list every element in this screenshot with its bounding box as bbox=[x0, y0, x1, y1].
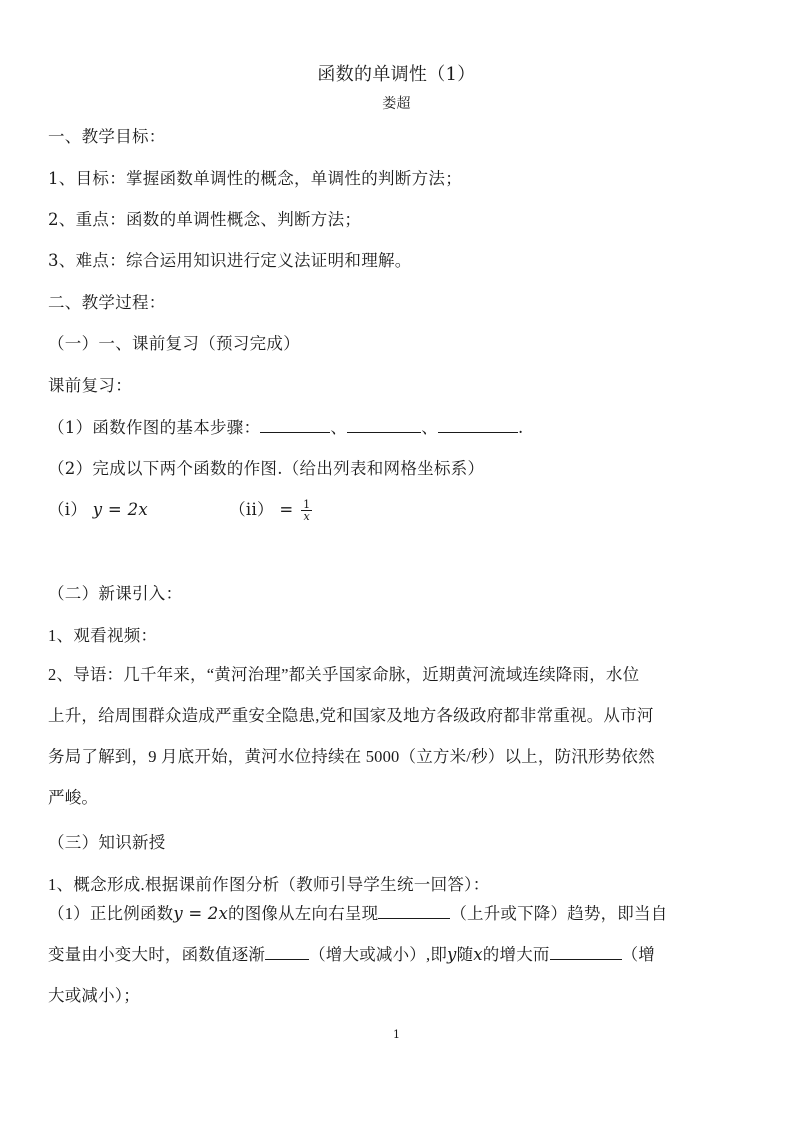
paragraph-line: 大或减小）； bbox=[48, 986, 140, 1005]
objective-item: 2、重点：函数的单调性概念、判断方法； bbox=[48, 210, 362, 229]
answer-blank[interactable] bbox=[378, 904, 450, 919]
section-heading-objectives: 一、教学目标： bbox=[48, 127, 166, 146]
fraction-denominator: x bbox=[303, 510, 310, 523]
function-i-label: （i） bbox=[48, 500, 88, 519]
text: 的图像从左向右呈现 bbox=[228, 904, 379, 923]
paragraph-line: 务局了解到，9 月底开始，黄河水位持续在 5000（立方米/秒）以上，防汛形势依然 bbox=[48, 747, 655, 766]
text: 随 bbox=[456, 945, 474, 964]
question-text: （1）函数作图的基本步骤： bbox=[48, 418, 261, 437]
objective-item: 3、难点：综合运用知识进行定义法证明和理解。 bbox=[48, 251, 412, 270]
separator: 、 bbox=[330, 418, 348, 437]
review-question-1 bbox=[48, 414, 524, 438]
fraction-numerator: 1 bbox=[303, 498, 311, 511]
equals-sign: = bbox=[279, 500, 294, 519]
concept-question-1 bbox=[48, 893, 744, 1016]
answer-blank[interactable] bbox=[438, 418, 518, 433]
text: 变量由小变大时，函数值逐渐 bbox=[48, 945, 266, 964]
period: . bbox=[518, 418, 524, 437]
paragraph-line bbox=[48, 934, 744, 975]
function-list bbox=[48, 496, 312, 522]
paragraph-line: 严峻。 bbox=[48, 788, 99, 807]
paragraph-line: 上升，给周围群众造成严重安全隐患,党和国家及地方各级政府都非常重视。从市河 bbox=[48, 706, 654, 725]
review-question-2: （2）完成以下两个函数的作图.（给出列表和网格坐标系） bbox=[48, 459, 485, 478]
concept-formation-item: 1、概念形成.根据课前作图分析（教师引导学生统一回答）： bbox=[48, 875, 490, 894]
answer-blank[interactable] bbox=[347, 418, 421, 433]
document-title: 函数的单调性（1） bbox=[317, 64, 476, 85]
answer-blank[interactable] bbox=[260, 418, 330, 433]
answer-blank[interactable] bbox=[550, 945, 622, 960]
function-ii-label: （ii） bbox=[229, 500, 274, 519]
subsection-heading-new-knowledge: （三）知识新授 bbox=[48, 833, 166, 852]
text: 的增大而 bbox=[482, 945, 550, 964]
function-i-expression: y = 2x bbox=[92, 500, 148, 519]
text: （1）正比例函数 bbox=[48, 904, 174, 923]
section-heading-process: 二、教学过程： bbox=[48, 293, 166, 312]
text: （上升或下降）趋势，即当自 bbox=[450, 904, 668, 923]
page-number: 1 bbox=[393, 1028, 400, 1041]
math-variable: y bbox=[447, 945, 457, 964]
paragraph-line bbox=[48, 893, 744, 934]
paragraph-line: 2、导语：几千年来，“黄河治理”都关乎国家命脉，近期黄河流域连续降雨，水位 bbox=[48, 665, 640, 684]
math-expression: y = 2x bbox=[173, 904, 228, 923]
review-label: 课前复习： bbox=[48, 376, 132, 395]
subsection-heading-review: （一）一、课前复习（预习完成） bbox=[48, 334, 300, 353]
text: （增大或减小）,即 bbox=[309, 945, 448, 964]
math-variable: x bbox=[473, 945, 483, 964]
intro-paragraph bbox=[48, 654, 744, 818]
intro-item-video: 1、观看视频： bbox=[48, 626, 158, 645]
fraction-one-over-x bbox=[301, 499, 312, 522]
document-author: 娄超 bbox=[382, 96, 411, 112]
text: （增 bbox=[621, 945, 656, 964]
separator: 、 bbox=[421, 418, 439, 437]
objective-item: 1、目标：掌握函数单调性的概念，单调性的判断方法； bbox=[48, 169, 462, 188]
subsection-heading-intro: （二）新课引入： bbox=[48, 584, 183, 603]
answer-blank[interactable] bbox=[265, 945, 309, 960]
